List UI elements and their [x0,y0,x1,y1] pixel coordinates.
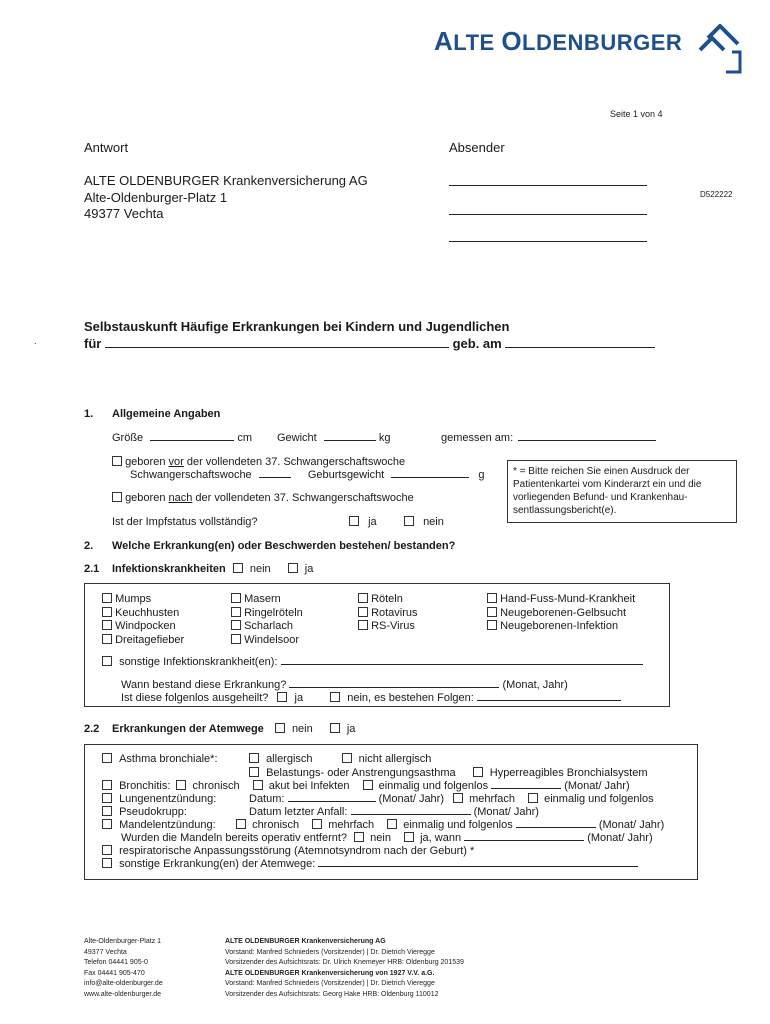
croup-row [102,806,187,818]
tonsils-yes-checkbox[interactable] [404,832,414,842]
healed-yes-label: ja [294,692,304,704]
chickenpox-checkbox[interactable] [102,620,112,630]
rubella-checkbox[interactable] [358,593,368,603]
asthma-allergic [249,753,431,765]
recipient-line: Alte-Oldenburger-Platz 1 [84,189,228,205]
pneumonia-label: Lungenentzündung: [119,793,217,805]
born-before-text: geboren [125,456,169,468]
tonsils-removed-row [121,832,653,844]
section-2-heading: Welche Erkrankung(en) oder Beschwerden bestehen/ bestanden? [112,540,456,552]
vaccination-label: Ist der Impfstatus vollständig? [112,516,258,528]
footer-email[interactable]: info@alte-oldenburger.de [84,980,163,987]
note-box [507,460,737,523]
born-before-checkbox[interactable] [112,456,122,466]
healed-no-label: nein, es bestehen Folgen: [347,692,474,704]
infections-no-checkbox[interactable] [233,563,243,573]
measured-row [441,432,656,444]
roseola-checkbox[interactable] [102,634,112,644]
born-label: geb. am [452,336,502,351]
logo-letters: LDENBURGER [522,30,683,55]
pneumonia-checkbox[interactable] [102,793,112,803]
pneumonia-row [102,793,216,805]
infections-col-1 [102,593,184,647]
tonsillitis-chronic-checkbox[interactable] [236,819,246,829]
list-item [102,607,184,621]
section-2-1-heading: Infektionskrankheiten [112,563,226,575]
when-label: Wann bestand diese Erkrankung? [121,679,287,691]
exercise-asthma-checkbox[interactable] [249,767,259,777]
document-code: D522222 [700,190,733,199]
section-1-number: 1. [84,408,94,420]
list-item [102,634,184,648]
pneumonia-once-checkbox[interactable] [528,793,538,803]
list-item [358,620,418,634]
healed-label: Ist diese folgenlos ausgeheilt? [121,692,269,704]
other-airway-field[interactable] [318,858,638,867]
birth-weight-field[interactable] [391,469,469,478]
pregnancy-week-label: Schwangerschaftswoche [130,469,252,481]
height-label: Größe [112,432,144,444]
tonsils-no-checkbox[interactable] [354,832,364,842]
bronchitis-acute-label: akut bei Infekten [268,780,350,792]
list-item [102,620,184,634]
airways-yes-checkbox[interactable] [330,723,340,733]
pneumonia-date-label: Datum: [249,793,285,805]
croup-label: Pseudokrupp: [119,806,187,818]
infections-yes-label: ja [304,563,314,575]
rubella-label: Röteln [371,593,403,605]
roseola-label: Dreitagefieber [115,633,185,646]
tonsillitis-multiple-checkbox[interactable] [312,819,322,829]
section-2-2-heading: Erkrankungen der Atemwege [112,723,264,735]
footer-line: Telefon 04441 905-0 [84,959,148,966]
weight-label: Gewicht [277,432,317,444]
recipient-line: ALTE OLDENBURGER Krankenversicherung AG [84,173,368,188]
vaccination-yes [349,516,377,528]
infections-col-3 [358,593,418,634]
pneumonia-date-field[interactable] [288,793,376,802]
tonsils-date-field[interactable] [464,832,584,841]
footer-line: Vorstand: Manfred Schnieders (Vorsitzender) | Dr. Dietrich Vieregge [225,980,435,987]
asthma-type-row [249,767,647,779]
tonsillitis-label: Mandelentzündung: [119,819,216,831]
recipient-line: 49377 Vechta [84,206,164,221]
when-field[interactable] [289,679,499,688]
bronchitis-date-field[interactable] [491,780,561,789]
newborn-infection-checkbox[interactable] [487,620,497,630]
footer-line: Vorsitzender des Aufsichtsrats: Georg Hake HRB: Oldenburg 110012 [225,990,439,998]
tonsils-yes-label: ja, wann [420,832,462,844]
airways-no-checkbox[interactable] [275,723,285,733]
birth-weight-label: Geburtsgewicht [307,469,385,481]
scarlet-fever-label: Scharlach [244,620,293,632]
note-line: vorliegenden Befund- und Krankenhau- [513,492,688,503]
section-2-2-number: 2.2 [84,723,100,735]
asthma-not-allergic-checkbox[interactable] [342,753,352,763]
fifth-disease-checkbox[interactable] [231,607,241,617]
other-infection-label: sonstige Infektionskrankheit(en): [119,656,278,668]
footer-line: Fax 04441 905-470 [84,969,145,977]
hfmd-checkbox[interactable] [487,593,497,603]
sender-label: Absender [449,140,505,155]
rotavirus-label: Rotavirus [371,606,418,619]
airways-yes-label: ja [346,723,356,735]
exercise-asthma-label: Belastungs- oder Anstrengungsasthma [266,767,456,779]
healed-no-checkbox[interactable] [330,692,340,702]
footer-line: ALTE OLDENBURGER Krankenversicherung von 1927 V.V. a.G. [225,969,435,977]
sender-line-1[interactable] [449,176,647,186]
section-2-1-header [112,563,313,575]
logo-letters: LTE [453,30,502,55]
newborn-infection-label: Neugeborenen-Infektion [500,620,619,632]
born-after-row [112,492,414,504]
logo-letter: O [501,26,523,56]
tonsillitis-multiple-label: mehrfach [328,819,375,831]
hyperreactive-checkbox[interactable] [473,767,483,777]
pneumonia-date-unit: (Monat/ Jahr) [378,793,445,805]
rs-virus-checkbox[interactable] [358,620,368,630]
bronchitis-once-label: einmalig und folgenlos [378,780,489,792]
bronchitis-label: Bronchitis: [119,780,171,792]
tonsillitis-details [236,819,664,831]
pneumonia-once-label: einmalig und folgenlos [544,793,654,805]
tonsillitis-date-field[interactable] [516,819,596,828]
sender-line-2[interactable] [449,205,647,215]
asthma-allergic-checkbox[interactable] [249,753,259,763]
mumps-checkbox[interactable] [102,593,112,603]
chickenpox-label: Windpocken [115,620,176,632]
logo-roof-icon [696,24,742,74]
asthma-not-allergic-label: nicht allergisch [358,753,432,765]
form-title: Selbstauskunft Häufige Erkrankungen bei Kindern und Jugendlichen [84,319,510,334]
tonsillitis-row [102,819,216,831]
footer-line: Vorsitzender des Aufsichtsrats: Dr. Ulrich Knemeyer HRB: Oldenburg 201539 [225,959,464,966]
bronchitis-chronic-checkbox[interactable] [176,780,186,790]
other-infection-row [102,656,643,668]
list-item [231,593,303,607]
pregnancy-row [130,469,485,481]
pregnancy-week-field[interactable] [259,469,291,478]
vaccination-yes-checkbox[interactable] [349,516,359,526]
born-after-text: geboren [125,492,169,504]
asthma-checkbox[interactable] [102,753,112,763]
whooping-cough-label: Keuchhusten [115,606,180,619]
consequences-field[interactable] [477,692,621,701]
list-item [487,593,635,607]
mumps-label: Mumps [115,593,152,605]
company-logo [434,26,682,57]
pneumonia-details [249,793,654,805]
diaper-thrush-checkbox[interactable] [231,634,241,644]
vaccination-no-label: nein [423,516,444,528]
vaccination-no-checkbox[interactable] [404,516,414,526]
newborn-jaundice-label: Neugeborenen-Gelbsucht [500,606,627,619]
height-field[interactable] [150,432,234,441]
whooping-cough-checkbox[interactable] [102,607,112,617]
scarlet-fever-checkbox[interactable] [231,620,241,630]
tonsillitis-chronic-label: chronisch [252,819,300,831]
rs-virus-label: RS-Virus [371,620,415,632]
answer-label: Antwort [84,140,129,155]
croup-date-unit: (Monat/ Jahr) [473,806,539,818]
tonsillitis-once-label: einmalig und folgenlos [403,819,513,831]
weight-unit: kg [378,432,391,444]
bronchitis-date-unit: (Monat/ Jahr) [564,780,630,792]
newborn-jaundice-checkbox[interactable] [487,607,497,617]
footer-line: ALTE OLDENBURGER Krankenversicherung AG [225,938,386,945]
bronchitis-checkbox[interactable] [102,780,112,790]
born-before-emphasis: vor [168,456,184,468]
footer-company [225,937,464,1000]
croup-checkbox[interactable] [102,806,112,816]
tonsillitis-checkbox[interactable] [102,819,112,829]
height-row [112,432,252,444]
born-before-text: der vollendeten 37. Schwangerschaftswoche [183,456,406,468]
healed-row [121,692,621,704]
infections-col-4 [487,593,635,634]
list-item [487,620,635,634]
healed-yes-checkbox[interactable] [277,692,287,702]
bronchitis-row [102,780,630,792]
croup-details [249,806,539,818]
tonsils-date-unit: (Monat/ Jahr) [587,832,653,844]
born-after-emphasis: nach [168,492,193,504]
list-item [102,593,184,607]
recipient-address [84,173,368,223]
measles-checkbox[interactable] [231,593,241,603]
child-name-field[interactable] [105,338,449,348]
birth-date-field[interactable] [505,338,655,348]
other-infection-checkbox[interactable] [102,656,112,666]
list-item [231,620,303,634]
other-airway-checkbox[interactable] [102,858,112,868]
logo-letter: A [434,26,454,56]
diaper-thrush-label: Windelsoor [244,633,300,646]
footer-line: 49377 Vechta [84,948,127,956]
infections-yes-checkbox[interactable] [288,563,298,573]
birth-weight-unit: g [478,469,485,481]
section-2-number: 2. [84,540,94,552]
tonsils-removed-label: Wurden die Mandeln bereits operativ entfernt? [121,832,348,844]
fifth-disease-label: Ringelröteln [244,606,303,619]
other-infection-field[interactable] [281,656,643,665]
airways-no-label: nein [291,723,313,735]
croup-date-field[interactable] [351,806,471,815]
section-1-heading: Allgemeine Angaben [112,408,221,420]
for-label: für [84,336,102,351]
infections-no-label: nein [249,563,271,575]
born-after-text: der vollendeten 37. Schwangerschaftswoche [192,492,414,504]
for-row [84,336,655,351]
height-unit: cm [237,432,252,444]
tonsillitis-once-checkbox[interactable] [387,819,397,829]
list-item [358,593,418,607]
section-2-2-header [112,723,355,735]
vaccination-yes-label: ja [368,516,377,528]
born-after-checkbox[interactable] [112,492,122,502]
asthma-allergic-label: allergisch [266,753,313,765]
tonsils-no-label: nein [370,832,391,844]
pneumonia-multiple-checkbox[interactable] [453,793,463,803]
footer-line: Alte-Oldenburger-Platz 1 [84,938,162,945]
croup-last-attack-label: Datum letzter Anfall: [249,806,348,818]
list-item [231,607,303,621]
weight-row [277,432,391,444]
sender-line-3[interactable] [449,232,647,242]
note-line: * = Bitte reichen Sie einen Ausdruck der [513,466,690,477]
asthma-label: Asthma bronchiale*: [119,753,218,765]
pneumonia-multiple-label: mehrfach [469,793,515,805]
section-2-1-number: 2.1 [84,563,100,575]
footer-website[interactable]: www.alte-oldenburger.de [84,990,162,998]
measles-label: Masern [244,593,281,605]
bronchitis-once-checkbox[interactable] [363,780,373,790]
measured-date-field[interactable] [518,432,656,441]
note-line: sentlassungsbericht(e). [513,505,617,516]
born-before-row [112,456,405,468]
respiratory-disorder-row [102,845,474,857]
respiratory-disorder-label: respiratorische Anpassungsstörung (Atemnotsyndrom nach der Geburt) * [119,845,475,857]
rotavirus-checkbox[interactable] [358,607,368,617]
list-item [358,607,418,621]
bronchitis-chronic-label: chronisch [192,780,240,792]
bronchitis-acute-checkbox[interactable] [253,780,263,790]
footer-line: Vorstand: Manfred Schnieders (Vorsitzender) | Dr. Dietrich Vieregge [225,948,435,956]
when-unit: (Monat, Jahr) [502,679,568,691]
other-airway-row [102,858,638,870]
hyperreactive-label: Hyperreagibles Bronchialsystem [489,767,648,779]
note-line: Patientenkartei vom Kinderarzt ein und die [513,479,702,490]
list-item [231,634,303,648]
asthma-row [102,753,218,765]
margin-dot: . [34,336,37,346]
weight-field[interactable] [324,432,376,441]
footer-address [84,937,163,1000]
measured-label: gemessen am: [441,432,514,444]
infections-col-2 [231,593,303,647]
hfmd-label: Hand-Fuss-Mund-Krankheit [500,593,636,605]
tonsillitis-date-unit: (Monat/ Jahr) [598,819,665,831]
list-item [487,607,635,621]
vaccination-no [404,516,444,528]
respiratory-disorder-checkbox[interactable] [102,845,112,855]
page-number: Seite 1 von 4 [610,109,663,119]
other-airway-label: sonstige Erkrankung(en) der Atemwege: [119,858,316,870]
when-row [121,679,568,691]
